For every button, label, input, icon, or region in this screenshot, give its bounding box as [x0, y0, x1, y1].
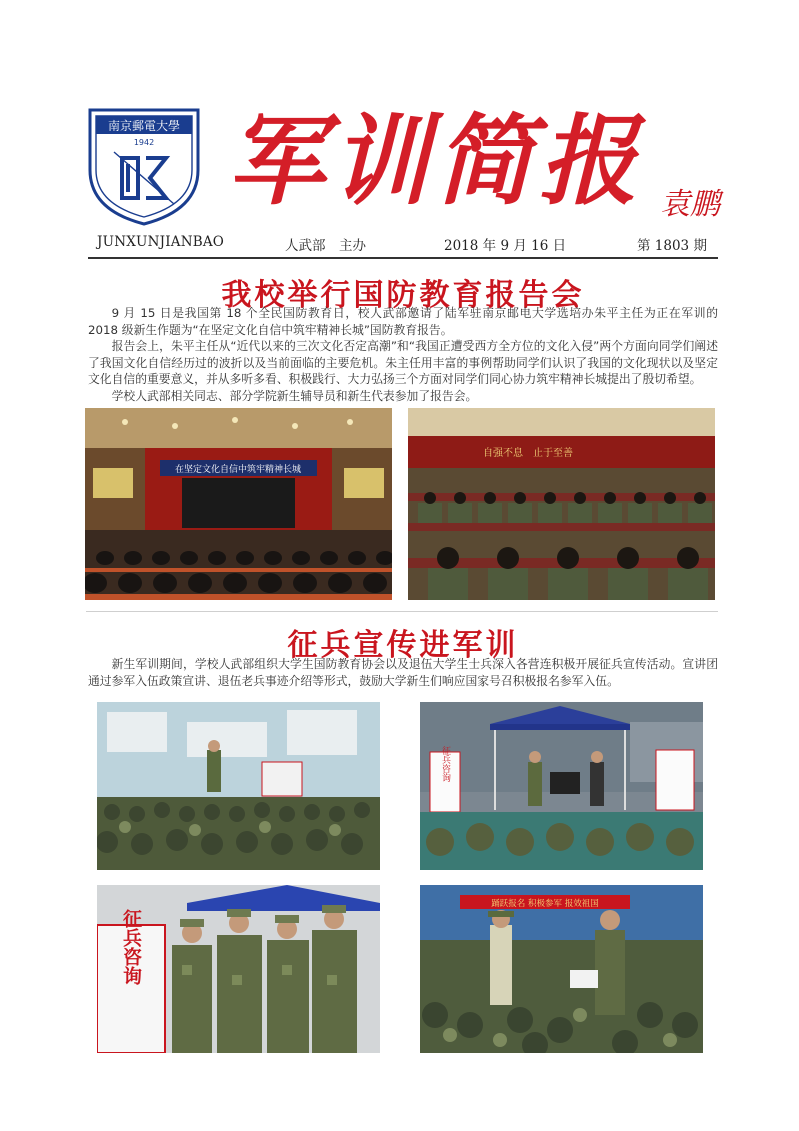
stage-banner-text: 在坚定文化自信中筑牢精神长城 [174, 465, 302, 475]
photo-audience [408, 408, 715, 600]
sign-text-large: 征兵咨询 [120, 909, 142, 985]
article1-paragraph: 9 月 15 日是我国第 18 个全民国防教育日，校人武部邀请了陆军驻南京邮电大学选培办朱平主任为正在军训的 2018 级新生作题为“在坚定文化自信中筑牢精神长城”国防教育报告。 [88, 306, 718, 337]
photo-cadets-reading [97, 885, 380, 1053]
article2-paragraph: 新生军训期间，学校人武部组织大学生国防教育协会以及退伍大学生士兵深入各营连积极开展征兵宣传活动。宣讲团通过参军入伍政策宣讲、退伍老兵事迹介绍等形式，鼓励大学新生们响应国家号召积极报名参军入伍。 [88, 657, 718, 688]
article1-headline: 我校举行国防教育报告会 [221, 278, 585, 313]
logo-school-name: 南京郵電大學 [107, 119, 181, 133]
signature-text: 袁鹏 [660, 187, 720, 222]
article1-paragraph: 报告会上，朱平主任从“近代以来的三次文化否定高潮”和“我国正遭受西方全方位的文化入侵”两个方面向同学们阐述了我国文化自信经历过的波折以及当前面临的主要危机。朱主任用丰富的事例帮助同学们认识了我国的文化现状以及坚定文化自信的重要意义，并从多听多看、积极践行、大力弘扬三个方面对同学们同心协力筑牢精神长城提出了殷切希望。 [88, 339, 718, 386]
handwritten-signature [655, 178, 725, 226]
photo-recruitment-tent [420, 702, 703, 870]
field-banner-text: 踊跃报名 积极参军 报效祖国 [491, 899, 599, 909]
photo-outdoor-lecture [97, 702, 380, 870]
issue-date: 2018 年 9 月 16 日 [444, 238, 567, 254]
hall-banner-text: 自强不息 止于至善 [483, 448, 573, 459]
article1-paragraph: 学校人武部相关同志、部分学院新生辅导员和新生代表参加了报告会。 [111, 388, 478, 403]
logo-year: 1942 [133, 138, 155, 147]
masthead-title-text: 军训简报 [226, 104, 644, 219]
masthead-rule [88, 257, 718, 259]
masthead-sponsor: 人武部 主办 [285, 238, 366, 254]
sign-text: 征兵咨询 [440, 746, 450, 782]
photo-auditorium-stage [85, 408, 392, 600]
article2-headline: 征兵宣传进军训 [287, 628, 519, 663]
photo-field-talk [420, 885, 703, 1053]
issue-number: 第 1803 期 [637, 238, 707, 254]
university-logo [86, 106, 202, 226]
section-divider [86, 611, 718, 612]
masthead-pinyin: JUNXUNJIANBAO [97, 234, 225, 250]
masthead-title [220, 100, 650, 220]
article2-body [88, 656, 718, 689]
article1-body [88, 305, 718, 404]
